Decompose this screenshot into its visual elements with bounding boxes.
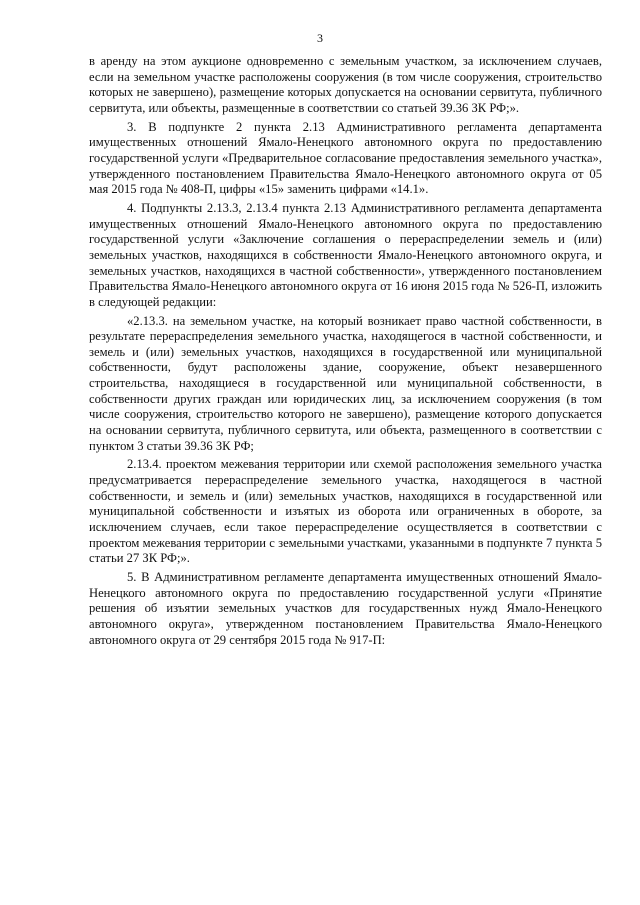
- paragraph-continuation: в аренду на этом аукционе одновременно с земельным участком, за исключением случаев, если на земельном участке расположены сооружения (в том числе сооружения, строительство которых не завершено), размещение которых допускается на основании сервитута, публичного сервитута, или объекты, размещенные в соответствии со статьей 39.36 ЗК РФ;».: [89, 54, 602, 115]
- document-body: [89, 54, 602, 651]
- paragraph-subitem-2-13-3: «2.13.3. на земельном участке, на который возникает право частной собственности, в результате перераспределения земельного участка, находящегося в частной собственности, и земель и (или) земельных участков, находящихся в государственной или муниципальной собственности, будут расположены здание, сооружение, объект незавершенного строительства, находящиеся в государственной или муниципальной собственности, в собственности других граждан или юридических лиц, за исключением сооружения (в том числе сооружения, строительство которого не завершено), размещение которого допускается на основании сервитута, публичного сервитута, или объекта, размещенного в соответствии с пунктом 3 статьи 39.36 ЗК РФ;: [89, 313, 602, 453]
- page-number: 3: [317, 31, 323, 45]
- paragraph-item-5: 5. В Административном регламенте департамента имущественных отношений Ямало-Ненецкого автономного округа по предоставлению государственной услуги «Принятие решения об изъятии земельных участков для государственных нужд Ямало-Ненецкого автономного округа», утвержденном постановлением Правительства Ямало-Ненецкого автономного округа от 29 сентября 2015 года № 917-П:: [89, 570, 602, 647]
- paragraph-item-3: 3. В подпункте 2 пункта 2.13 Административного регламента департамента имущественных отношений Ямало-Ненецкого автономного округа по предоставлению государственной услуги «Предварительное согласование предоставления земельного участка», утвержденного постановлением Правительства Ямало-Ненецкого автономного округа от 05 мая 2015 года № 408-П, цифры «15» заменить цифрами «14.1».: [89, 119, 602, 197]
- paragraph-item-4: 4. Подпункты 2.13.3, 2.13.4 пункта 2.13 Административного регламента департамента имущественных отношений Ямало-Ненецкого автономного округа по предоставлению государственной услуги «Заключение соглашения о перераспределении земель и (или) земельных участков, находящихся в собственности Ямало-Ненецкого автономного округа, и земельных участков, находящихся в частной собственности», утвержденного постановлением Правительства Ямало-Ненецкого автономного округа от 16 июня 2015 года № 526-П, изложить в следующей редакции:: [89, 200, 602, 309]
- paragraph-subitem-2-13-4: 2.13.4. проектом межевания территории или схемой расположения земельного участка предусматривается перераспределение земельного участка, находящегося в частной собственности, и земель и (или) земельных участков, находящихся в государственной или муниципальной собственности и изъятых из оборота или ограниченных в обороте, за исключением случаев, если такое перераспределение осуществляется в соответствии с проектом межевания территории с земельными участками, указанными в подпункте 7 пункта 5 статьи 27 ЗК РФ;».: [89, 457, 602, 566]
